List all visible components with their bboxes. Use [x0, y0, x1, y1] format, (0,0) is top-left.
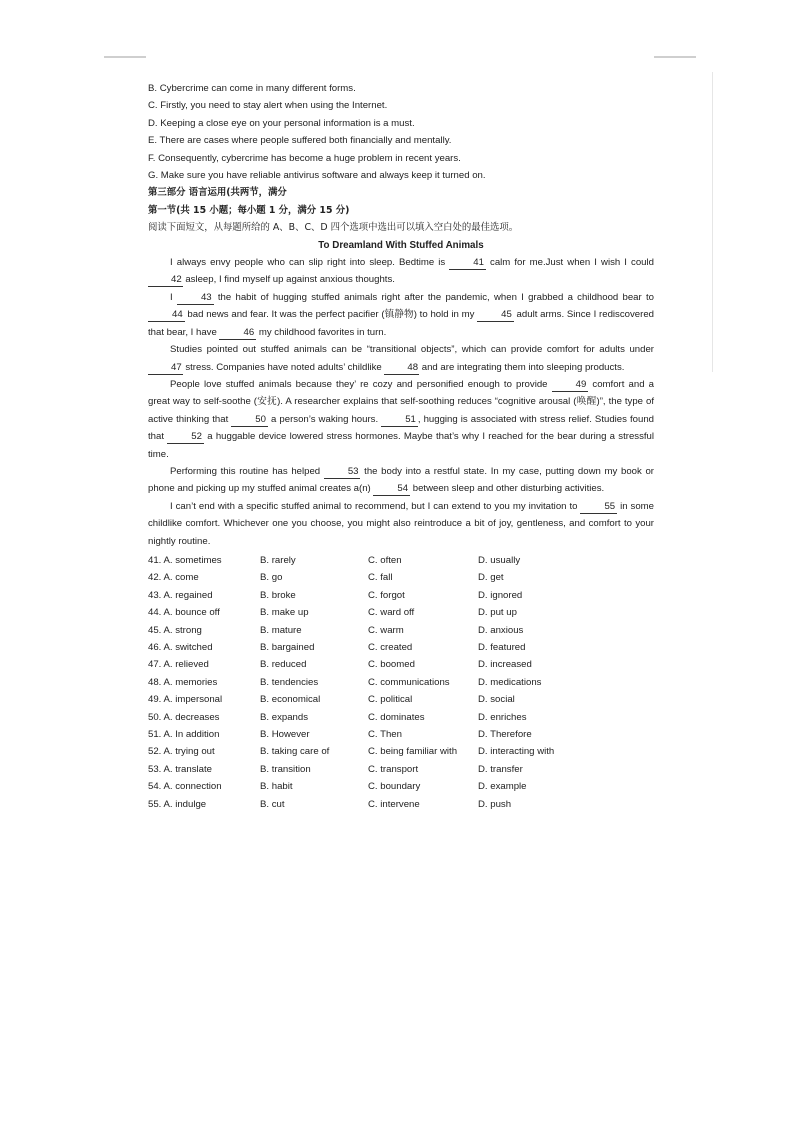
subsection-heading: 第一节(共 15 小题；每小题 1 分，满分 15 分): [148, 204, 350, 216]
choice-a: 42. A. come: [148, 572, 199, 584]
choice-row-41: [148, 552, 654, 569]
exam-page: [148, 80, 654, 813]
choice-a: 44. A. bounce off: [148, 607, 220, 619]
blank-46: 46: [219, 327, 256, 340]
choice-row-53: [148, 761, 654, 778]
paragraph-2: I 43 the habit of hugging stuffed animals right after the pandemic, when I grabbed a childhood bear to 44 bad news and fear. It was the perfect pacifier (镇静物) to hold in my 45 adult arms. Since I rediscovered that bear, I have 46 my childhood favorites in turn.: [148, 291, 654, 338]
corner-mark-right: [654, 56, 696, 58]
choice-a: 54. A. connection: [148, 781, 222, 793]
choice-a: 48. A. memories: [148, 676, 218, 688]
option-g: G. Make sure you have reliable antivirus software and always keep it turned on.: [148, 170, 486, 182]
choice-d: D. transfer: [478, 763, 523, 775]
choice-b: B. broke: [260, 589, 296, 601]
choice-a: 43. A. regained: [148, 589, 213, 601]
blank-53: 53: [324, 466, 361, 479]
choice-c: C. Then: [368, 729, 402, 741]
blank-41: 41: [449, 257, 486, 270]
option-d: D. Keeping a close eye on your personal information is a must.: [148, 117, 415, 129]
blank-47: 47: [148, 362, 183, 375]
choice-row-54: [148, 778, 654, 795]
choice-c: C. ward off: [368, 607, 415, 619]
choice-row-47: [148, 656, 654, 673]
choice-row-49: [148, 691, 654, 708]
blank-49: 49: [552, 379, 589, 392]
choice-d: D. Therefore: [478, 729, 532, 741]
choice-b: B. expands: [260, 711, 309, 723]
paragraph-6: I can’t end with a specific stuffed animal to recommend, but I can extend to you my invitation to 55 in some childlike comfort. Whichever one you choose, you might also reintroduce a bit of joy, gentleness, and comfort to your nightly routine.: [148, 500, 655, 547]
choice-row-51: [148, 726, 654, 743]
choice-d: D. interacting with: [478, 746, 555, 758]
choice-d: D. increased: [478, 659, 532, 671]
passage-title: To Dreamland With Stuffed Animals: [318, 239, 484, 251]
choice-a: 55. A. indulge: [148, 798, 207, 810]
blank-52: 52: [167, 431, 204, 444]
choice-a: 53. A. translate: [148, 763, 212, 775]
choice-c: C. transport: [368, 763, 419, 775]
choice-a: 46. A. switched: [148, 642, 213, 653]
choice-row-43: [148, 587, 654, 604]
section-heading: 第三部分 语言运用(共两节，满分: [148, 187, 287, 199]
choice-d: D. get: [478, 572, 504, 584]
choice-b: B. cut: [260, 798, 285, 810]
blank-44: 44: [148, 309, 185, 322]
paragraph-5: Performing this routine has helped 53 the body into a restful state. In my case, putting down my book or phone and picking up my stuffed animal creates a(n) 54 between sleep and other disturbing activities.: [148, 465, 654, 495]
blank-48: 48: [384, 362, 419, 375]
choice-row-44: [148, 604, 654, 621]
choice-c: C. boomed: [368, 659, 415, 671]
choice-a: 50. A. decreases: [148, 711, 220, 723]
choice-d: D. usually: [478, 554, 521, 566]
choice-row-50: [148, 709, 654, 726]
choice-row-48: [148, 674, 654, 691]
paragraph-3: Studies pointed out stuffed animals can be “transitional objects”, which can provide comfort for adults under 47 stress. Companies have noted adults’ childlike 48 and are integrating them into sleeping products.: [148, 341, 654, 376]
choice-c: C. often: [368, 554, 402, 566]
choice-d: D. ignored: [478, 589, 523, 601]
choice-b: B. bargained: [260, 642, 315, 653]
choice-b: B. economical: [260, 694, 321, 706]
choice-b: B. However: [260, 729, 310, 741]
choice-c: C. warm: [368, 624, 404, 636]
option-e: E. There are cases where people suffered both financially and mentally.: [148, 135, 452, 147]
choices-table: [148, 552, 654, 813]
choice-c: C. intervene: [368, 798, 420, 810]
blank-55: 55: [580, 501, 617, 514]
choice-c: C. boundary: [368, 781, 421, 793]
choice-b: B. make up: [260, 607, 309, 619]
option-c: C. Firstly, you need to stay alert when using the Internet.: [148, 100, 388, 112]
choice-c: C. forgot: [368, 589, 405, 601]
choice-b: B. tendencies: [260, 676, 319, 688]
corner-mark-left: [104, 56, 146, 58]
choice-row-46: [148, 639, 654, 656]
choice-d: D. put up: [478, 607, 517, 619]
choice-a: 49. A. impersonal: [148, 694, 223, 706]
choice-c: C. dominates: [368, 711, 425, 723]
choice-b: B. mature: [260, 624, 302, 636]
choice-d: D. featured: [478, 642, 526, 653]
blank-51: 51: [381, 414, 418, 427]
choice-c: C. being familiar with: [368, 746, 458, 758]
paragraph-1: I always envy people who can slip right into sleep. Bedtime is 41 calm for me.Just when I wish I could 42 asleep, I find myself up against anxious thoughts.: [148, 254, 654, 289]
choice-a: 47. A. relieved: [148, 659, 209, 671]
answer-options-list: [148, 80, 654, 184]
choice-d: D. anxious: [478, 624, 524, 636]
choice-d: D. enriches: [478, 711, 527, 723]
blank-45: 45: [477, 309, 514, 322]
choice-a: 45. A. strong: [148, 624, 202, 636]
scan-edge-line: [712, 72, 713, 372]
choice-d: D. example: [478, 781, 527, 793]
blank-43: 43: [177, 292, 214, 305]
option-b: B. Cybercrime can come in many different forms.: [148, 83, 356, 94]
choice-a: 51. A. In addition: [148, 729, 220, 741]
choice-c: C. fall: [368, 572, 393, 584]
blank-54: 54: [373, 483, 410, 496]
blank-50: 50: [231, 414, 268, 427]
blank-42: 42: [148, 274, 183, 287]
choice-b: B. rarely: [260, 554, 296, 566]
choice-a: 41. A. sometimes: [148, 554, 222, 566]
choice-b: B. go: [260, 572, 283, 584]
choice-b: B. habit: [260, 781, 293, 793]
instruction: 阅读下面短文，从每题所给的 A、B、C、D 四个选项中选出可以填入空白处的最佳选项。: [148, 222, 519, 234]
paragraph-4: People love stuffed animals because they’ re cozy and personified enough to provide 49 comfort and a great way to self-soothe (安抚). A researcher explains that self-soothing reduces “cognitive arousal (唤醒)”, the type of active thinking that 50 a person’s waking hours. 51 , hugging is associated with stress relief. Studies found that 52 a huggable device lowered stress hormones. Maybe that’s why I reached for the bear during a stressful time.: [148, 378, 654, 460]
choice-row-52: [148, 743, 654, 760]
choice-row-45: [148, 622, 654, 639]
choice-d: D. medications: [478, 676, 542, 688]
choice-c: C. communications: [368, 676, 450, 688]
choice-b: B. taking care of: [260, 746, 330, 758]
choice-row-55: [148, 796, 654, 813]
choice-d: D. social: [478, 694, 515, 706]
option-f: F. Consequently, cybercrime has become a huge problem in recent years.: [148, 152, 461, 164]
choice-c: C. created: [368, 642, 413, 653]
choice-a: 52. A. trying out: [148, 746, 215, 758]
choice-d: D. push: [478, 798, 512, 810]
choice-b: B. transition: [260, 763, 311, 775]
choice-row-42: [148, 569, 654, 586]
choice-c: C. political: [368, 694, 413, 706]
choice-b: B. reduced: [260, 659, 307, 671]
